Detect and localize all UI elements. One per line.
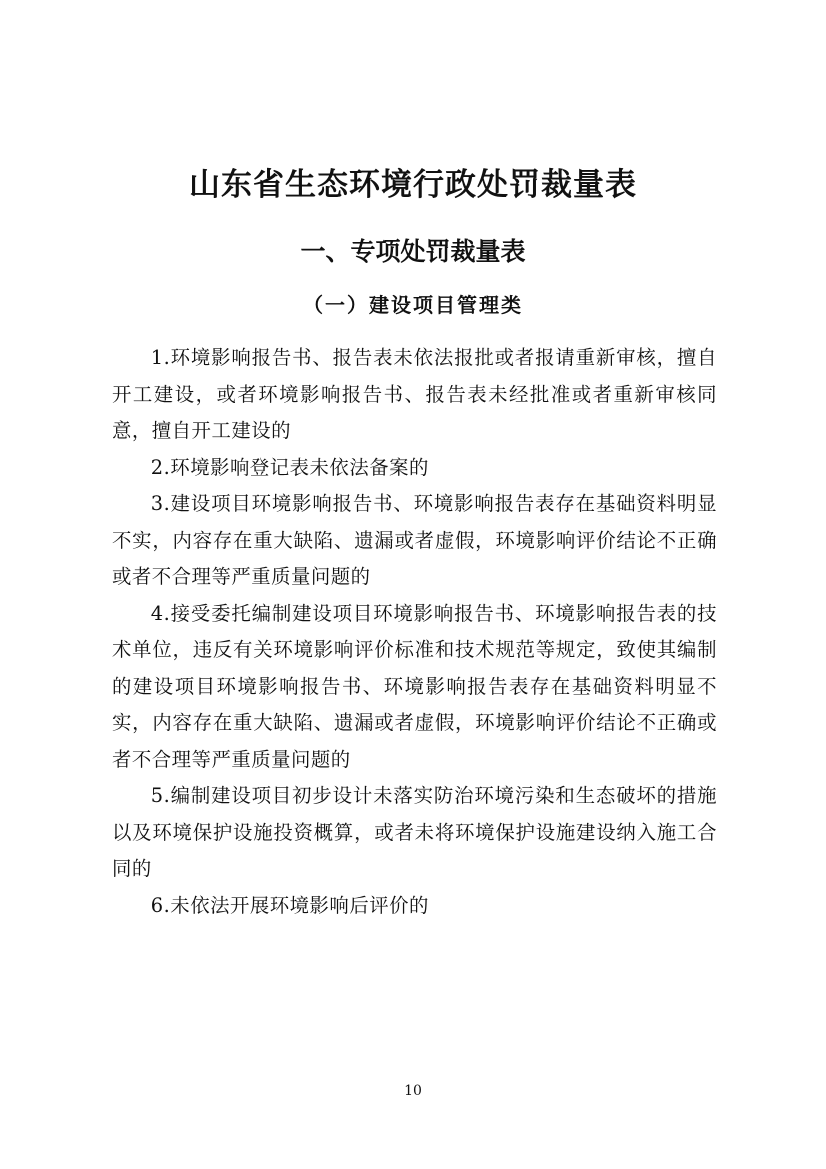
list-item: 2.环境影响登记表未依法备案的	[150, 455, 429, 479]
list-item: 1.环境影响报告书、报告表未依法报批或者报请重新审核，擅自开工建设，或者环境影响报告书、报告表未经批准或者重新审核同意，擅自开工建设的	[112, 346, 717, 442]
section-heading: 一、专项处罚裁量表	[300, 237, 526, 266]
subsection-heading: （一）建设项目管理类	[303, 293, 523, 317]
list-item: 5.编制建设项目初步设计未落实防治环境污染和生态破坏的措施以及环境保护设施投资概算，或者未将环境保护设施建设纳入施工合同的	[112, 784, 717, 880]
list-item: 4.接受委托编制建设项目环境影响报告书、环境影响报告表的技术单位，违反有关环境影响评价标准和技术规范等规定，致使其编制的建设项目环境影响报告书、环境影响报告表存在基础资料明显不实，内容存在重大缺陷、遗漏或者虚假，环境影响评价结论不正确或者不合理等严重质量问题的	[112, 601, 717, 771]
list-item: 3.建设项目环境影响报告书、环境影响报告表存在基础资料明显不实，内容存在重大缺陷、遗漏或者虚假，环境影响评价结论不正确或者不合理等严重质量问题的	[112, 492, 717, 588]
page-number: 10	[404, 1083, 422, 1099]
page-title: 山东省生态环境行政处罚裁量表	[189, 167, 637, 203]
list-item: 6.未依法开展环境影响后评价的	[150, 893, 429, 917]
item-list	[112, 340, 717, 924]
